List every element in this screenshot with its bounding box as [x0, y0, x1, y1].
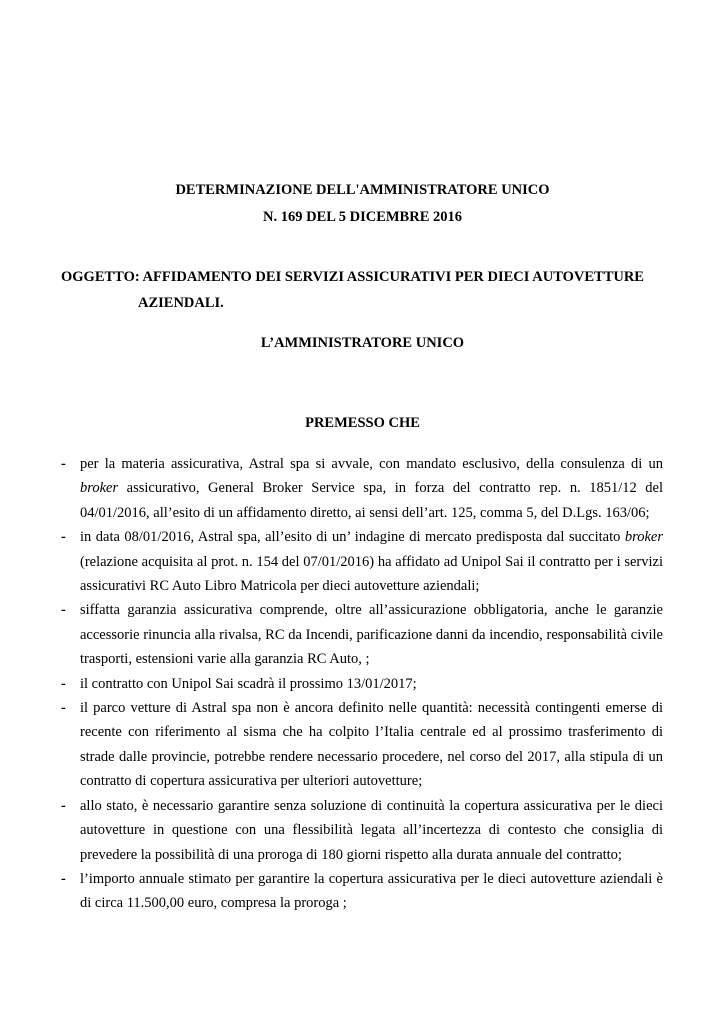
premise-text: in data 08/01/2016, Astral spa, all’esito di un’ indagine di mercato predisposta dal succitato broker (relazione acquisita al prot. n. 154 del 07/01/2016) ha affidato ad Unipol Sai il contratto per i servizi assicurativi RC Auto Libro Matricola per dieci autovetture aziendali;: [80, 529, 663, 595]
premise-item: [60, 867, 663, 916]
document-number: N. 169 DEL 5 DICEMBRE 2016: [263, 209, 462, 225]
subject-line: OGGETTO: AFFIDAMENTO DEI SERVIZI ASSICURATIVI PER DIECI AUTOVETTURE: [61, 269, 644, 285]
premise-item: [60, 696, 663, 794]
bullet-dash: -: [61, 529, 66, 546]
bullet-dash: -: [61, 602, 66, 619]
premise-heading: PREMESSO CHE: [305, 415, 420, 431]
premises-list: [60, 452, 663, 916]
premise-text: l’importo annuale stimato per garantire la copertura assicurativa per le dieci autovetture aziendali è di circa 11.500,00 euro, compresa la proroga ;: [80, 870, 663, 912]
premise-text: per la materia assicurativa, Astral spa si avvale, con mandato esclusivo, della consulenza di un broker assicurativo, General Broker Service spa, in forza del contratto rep. n. 1851/12 del 04/01/2016, all’esito di un affidamento diretto, ai sensi dell’art. 125, comma 5, del D.Lgs. 163/06;: [80, 456, 663, 521]
document-title: DETERMINAZIONE DELL'AMMINISTRATORE UNICO: [175, 182, 550, 198]
premise-text: siffatta garanzia assicurativa comprende, oltre all’assicurazione obbligatoria, anche le garanzie accessorie rinuncia alla rivalsa, RC da Incendi, parificazione danni da incendio, responsabilità civile trasporti, estensioni varie alla garanzia RC Auto, ;: [80, 602, 663, 668]
bullet-dash: -: [61, 456, 66, 472]
premise-item: [60, 525, 663, 598]
premise-item: [60, 672, 663, 696]
subject-line-continued: AZIENDALI.: [138, 295, 224, 311]
authority-heading: L’AMMINISTRATORE UNICO: [260, 335, 465, 351]
premise-item: [60, 452, 663, 525]
premise-item: [60, 794, 663, 867]
premise-item: [60, 598, 663, 671]
premise-text: allo stato, è necessario garantire senza soluzione di continuità la copertura assicurativa per le dieci autovetture in questione con una flessibilità legata all’incertezza di contesto che consiglia di prevedere la possibilità di una proroga di 180 giorni rispetto alla durata annuale del contratto;: [80, 797, 663, 863]
premise-text: il parco vetture di Astral spa non è ancora definito nelle quantità: necessità contingenti emerse di recente con riferimento al sisma che ha colpito l’Italia centrale ed al prossimo trasferimento di strade dalle provincie, potrebbe rendere necessario procedere, nel corso del 2017, alla stipula di un contratto di copertura assicurativa per ulteriori autovetture;: [80, 700, 663, 790]
premise-text: il contratto con Unipol Sai scadrà il prossimo 13/01/2017;: [80, 675, 417, 692]
bullet-dash: -: [61, 797, 66, 814]
bullet-dash: -: [61, 675, 66, 692]
bullet-dash: -: [61, 870, 66, 887]
bullet-dash: -: [61, 700, 66, 717]
